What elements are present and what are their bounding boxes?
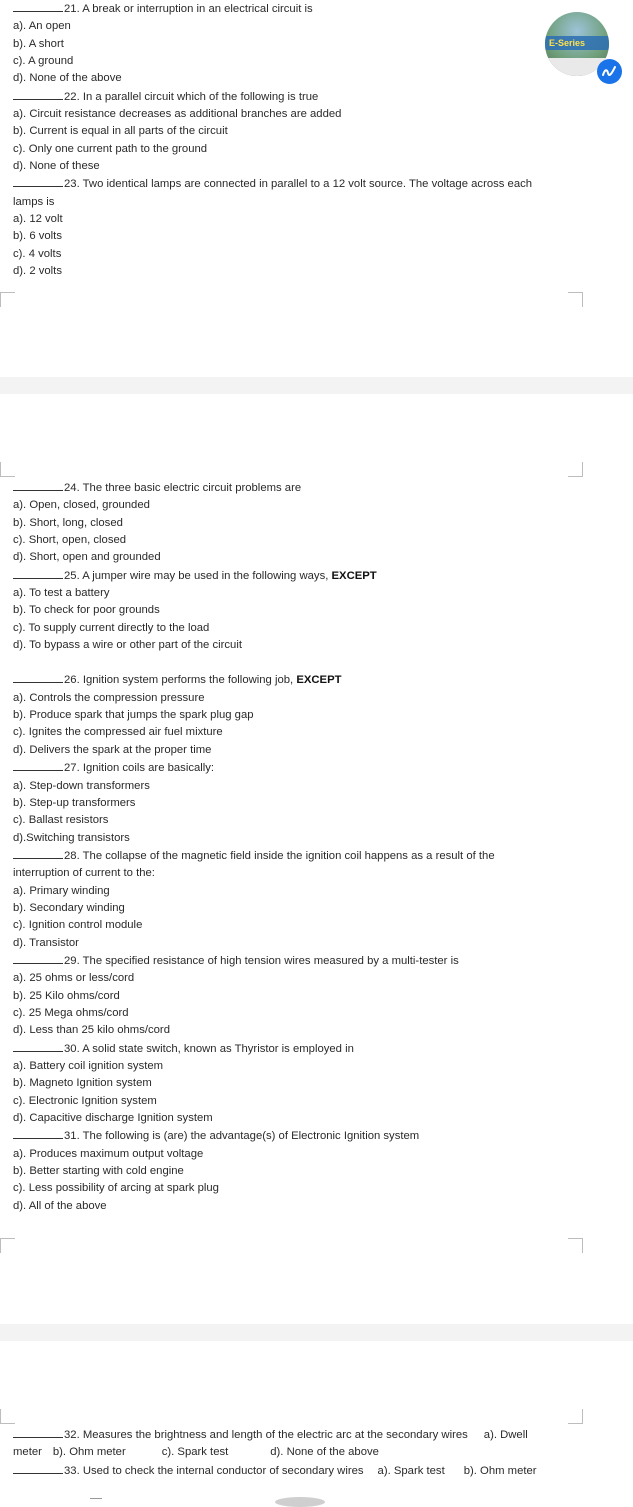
emphasis-except: EXCEPT xyxy=(331,569,377,582)
option: c). 4 volts xyxy=(13,247,62,260)
question-23: 23. Two identical lamps are connected in parallel to a 12 volt source. The voltage across each xyxy=(13,175,573,193)
option: b). Secondary winding xyxy=(13,901,125,914)
question-29: 29. The specified resistance of high tension wires measured by a multi-tester is xyxy=(13,952,573,970)
annotate-button[interactable] xyxy=(597,59,622,84)
answer-blank[interactable] xyxy=(13,952,63,964)
option: a). Open, closed, grounded xyxy=(13,499,150,512)
option: b). Short, long, closed xyxy=(13,516,123,529)
question-stem-continued: lamps is xyxy=(13,195,55,208)
page-corner-mark xyxy=(568,1238,583,1253)
question-27: 27. Ignition coils are basically: xyxy=(13,759,573,777)
page-corner-mark xyxy=(0,462,15,477)
option: b). To check for poor grounds xyxy=(13,604,160,617)
option: d). To bypass a wire or other part of the circuit xyxy=(13,639,242,652)
answer-blank[interactable] xyxy=(13,759,63,771)
answer-blank[interactable] xyxy=(13,0,63,12)
question-33: 33. Used to check the internal conductor of secondary wires a). Spark test b). Ohm meter xyxy=(13,1462,628,1480)
question-25: 25. A jumper wire may be used in the following ways, EXCEPT xyxy=(13,567,573,585)
option: d). Less than 25 kilo ohms/cord xyxy=(13,1024,170,1037)
page-corner-mark xyxy=(0,1238,15,1253)
option: b). Step-up transformers xyxy=(13,796,136,809)
answer-blank[interactable] xyxy=(13,1040,63,1052)
question-31: 31. The following is (are) the advantage(s) of Electronic Ignition system xyxy=(13,1127,573,1145)
option: a). 25 ohms or less/cord xyxy=(13,972,135,985)
option: d).Switching transistors xyxy=(13,831,130,844)
page-corner-mark xyxy=(568,292,583,307)
answer-blank[interactable] xyxy=(13,1462,63,1474)
answer-blank[interactable] xyxy=(13,1426,63,1438)
option: c). Electronic Ignition system xyxy=(13,1094,157,1107)
page-separator xyxy=(0,377,633,394)
answer-blank[interactable] xyxy=(13,671,63,683)
option: a). To test a battery xyxy=(13,587,110,600)
page-corner-mark xyxy=(568,462,583,477)
option: a). Spark test xyxy=(377,1464,445,1477)
option: d). Capacitive discharge Ignition system xyxy=(13,1112,213,1125)
option: d). All of the above xyxy=(13,1199,107,1212)
option: b). A short xyxy=(13,37,64,50)
option: b). Current is equal in all parts of the circuit xyxy=(13,125,228,138)
option: c). Short, open, closed xyxy=(13,534,127,547)
option: c). A ground xyxy=(13,55,74,68)
answer-blank[interactable] xyxy=(13,88,63,100)
question-stem-continued: interruption of current to the: xyxy=(13,867,155,880)
page-separator xyxy=(0,1324,633,1341)
answer-blank[interactable] xyxy=(13,847,63,859)
question-21: 21. A break or interruption in an electrical circuit is xyxy=(13,0,573,18)
logo-text: E-Series xyxy=(549,38,586,48)
option: c). Less possibility of arcing at spark plug xyxy=(13,1182,219,1195)
answer-blank[interactable] xyxy=(13,567,63,579)
questions-block-1 xyxy=(13,0,573,281)
option: b). 6 volts xyxy=(13,230,62,243)
option: meter xyxy=(13,1446,42,1459)
answer-blank[interactable] xyxy=(13,479,63,491)
squiggle-pen-icon xyxy=(601,63,618,80)
page-edge-mark xyxy=(275,1497,325,1507)
option: d). Short, open and grounded xyxy=(13,551,161,564)
questions-block-2 xyxy=(13,479,573,1215)
answer-blank[interactable] xyxy=(13,175,63,187)
page-edge-mark xyxy=(90,1498,102,1503)
option: b). Magneto Ignition system xyxy=(13,1077,152,1090)
question-26: 26. Ignition system performs the following job, EXCEPT xyxy=(13,671,573,689)
option: d). None of the above xyxy=(13,72,122,85)
option: b). Produce spark that jumps the spark plug gap xyxy=(13,709,254,722)
option: b). Better starting with cold engine xyxy=(13,1165,184,1178)
page-corner-mark xyxy=(0,1409,15,1424)
option: a). Circuit resistance decreases as additional branches are added xyxy=(13,108,342,121)
answer-blank[interactable] xyxy=(13,1127,63,1139)
question-22: 22. In a parallel circuit which of the following is true xyxy=(13,88,573,106)
option: a). Dwell xyxy=(483,1429,528,1441)
option: a). 12 volt xyxy=(13,213,63,226)
option: a). Battery coil ignition system xyxy=(13,1060,164,1072)
option: c). Only one current path to the ground xyxy=(13,142,208,155)
option: a). Produces maximum output voltage xyxy=(13,1147,204,1160)
option: c). Ignition control module xyxy=(13,919,143,932)
option: d). Transistor xyxy=(13,936,79,949)
option: c). 25 Mega ohms/cord xyxy=(13,1006,129,1019)
option: a). Step-down transformers xyxy=(13,779,150,792)
option: d). Delivers the spark at the proper time xyxy=(13,743,212,756)
option: a). Controls the compression pressure xyxy=(13,691,205,704)
question-32: 32. Measures the brightness and length of the electric arc at the secondary wires a). Dwell xyxy=(13,1426,628,1444)
option: d). 2 volts xyxy=(13,265,62,278)
option: a). An open xyxy=(13,20,71,33)
question-30: 30. A solid state switch, known as Thyristor is employed in xyxy=(13,1040,573,1058)
option: d). None of these xyxy=(13,160,100,173)
question-28: 28. The collapse of the magnetic field inside the ignition coil happens as a result of the xyxy=(13,847,573,865)
option: c). Spark test xyxy=(161,1446,229,1459)
option: a). Primary winding xyxy=(13,884,110,897)
option: b). Ohm meter xyxy=(463,1464,537,1477)
option: b). 25 Kilo ohms/cord xyxy=(13,989,120,1002)
page-corner-mark xyxy=(0,292,15,307)
page-corner-mark xyxy=(568,1409,583,1424)
questions-block-3 xyxy=(13,1426,628,1480)
question-32-options xyxy=(13,1444,628,1461)
option: b). Ohm meter xyxy=(52,1446,126,1459)
option: d). None of the above xyxy=(270,1446,379,1459)
option: c). To supply current directly to the load xyxy=(13,621,210,634)
question-24: 24. The three basic electric circuit problems are xyxy=(13,479,573,497)
option: c). Ignites the compressed air fuel mixture xyxy=(13,726,223,739)
emphasis-except: EXCEPT xyxy=(296,674,342,687)
option: c). Ballast resistors xyxy=(13,814,109,827)
